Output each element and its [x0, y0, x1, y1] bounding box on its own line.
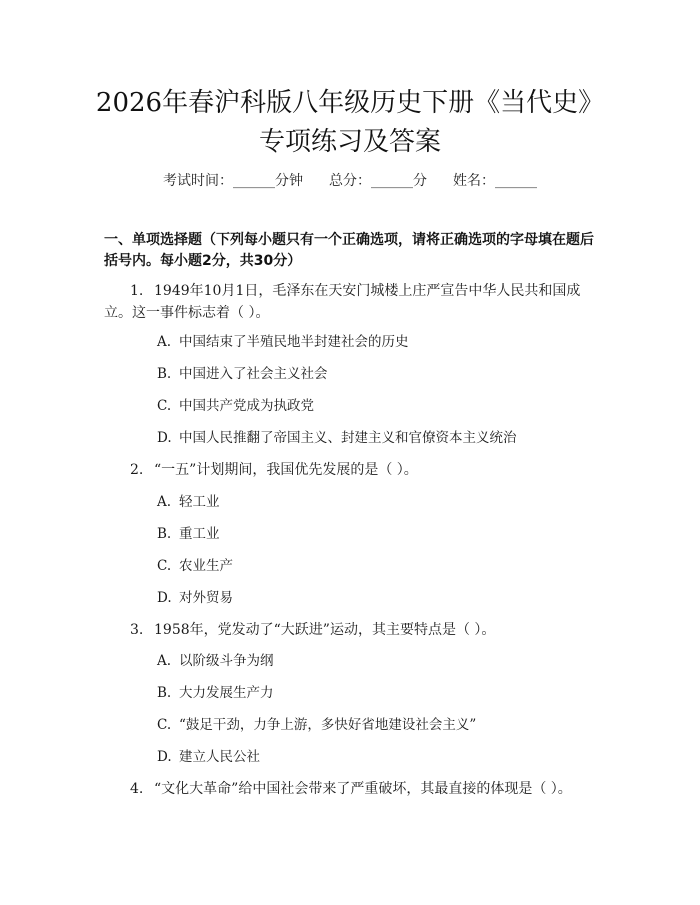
- option-text: 重工业: [179, 526, 220, 542]
- question-number: 3.: [130, 622, 144, 638]
- option-letter: D.: [157, 430, 172, 446]
- option-3d: [157, 747, 597, 767]
- section-heading: 一、单项选择题（下列每小题只有一个正确选项，请将正确选项的字母填在题后括号内。每小题2分，共30分）: [104, 232, 594, 269]
- option-1b: [157, 364, 597, 384]
- exam-meta: [0, 170, 700, 190]
- option-3a: [157, 651, 597, 671]
- option-2b: [157, 524, 597, 544]
- question-text: 1958年，党发动了“大跃进”运动，其主要特点是（ ）。: [154, 622, 496, 638]
- question-text: “一五”计划期间，我国优先发展的是（ ）。: [154, 462, 418, 478]
- option-letter: D.: [157, 749, 172, 765]
- option-letter: C.: [157, 717, 172, 733]
- option-letter: A.: [157, 653, 172, 669]
- question-1: [104, 280, 604, 324]
- option-3b: [157, 683, 597, 703]
- option-letter: A.: [157, 334, 172, 350]
- option-letter: C.: [157, 398, 172, 414]
- question-4: [104, 778, 604, 800]
- question-text: “文化大革命”给中国社会带来了严重破坏，其最直接的体现是（ ）。: [154, 781, 572, 797]
- option-text: 中国人民推翻了帝国主义、封建主义和官僚资本主义统治: [179, 430, 517, 446]
- option-text: 大力发展生产力: [179, 685, 274, 701]
- option-text: 以阶级斗争为纲: [179, 653, 274, 669]
- option-2a: [157, 492, 597, 512]
- option-text: 中国结束了半殖民地半封建社会的历史: [179, 334, 409, 350]
- option-letter: B.: [157, 685, 172, 701]
- student-name: 姓名：______: [453, 173, 537, 189]
- option-text: 建立人民公社: [179, 749, 260, 765]
- question-number: 2.: [130, 462, 144, 478]
- document-title-line-1: 2026年春沪科版八年级历史下册《当代史》: [95, 88, 605, 118]
- option-text: 对外贸易: [179, 590, 233, 606]
- option-text: 中国共产党成为执政党: [179, 398, 314, 414]
- question-text: 1949年10月1日，毛泽东在天安门城楼上庄严宣告中华人民共和国成立。这一事件标志着（ ）。: [104, 283, 581, 321]
- total-score: 总分：______分: [329, 173, 427, 189]
- question-number: 4.: [130, 781, 144, 797]
- option-3c: [157, 715, 597, 735]
- option-2c: [157, 556, 597, 576]
- option-text: “鼓足干劲，力争上游，多快好省地建设社会主义”: [179, 717, 477, 733]
- option-1a: [157, 332, 597, 352]
- option-text: 轻工业: [179, 494, 220, 510]
- document-title-line-2: 专项练习及答案: [258, 127, 441, 157]
- option-letter: B.: [157, 366, 172, 382]
- question-number: 1.: [130, 283, 144, 299]
- option-letter: D.: [157, 590, 172, 606]
- option-1d: [157, 428, 597, 448]
- option-letter: C.: [157, 558, 172, 574]
- option-text: 农业生产: [179, 558, 233, 574]
- question-2: [104, 459, 604, 481]
- option-text: 中国进入了社会主义社会: [179, 366, 328, 382]
- question-3: [104, 619, 604, 641]
- option-letter: A.: [157, 494, 172, 510]
- option-letter: B.: [157, 526, 172, 542]
- option-1c: [157, 396, 597, 416]
- option-2d: [157, 588, 597, 608]
- exam-time: 考试时间：______分钟: [163, 173, 303, 189]
